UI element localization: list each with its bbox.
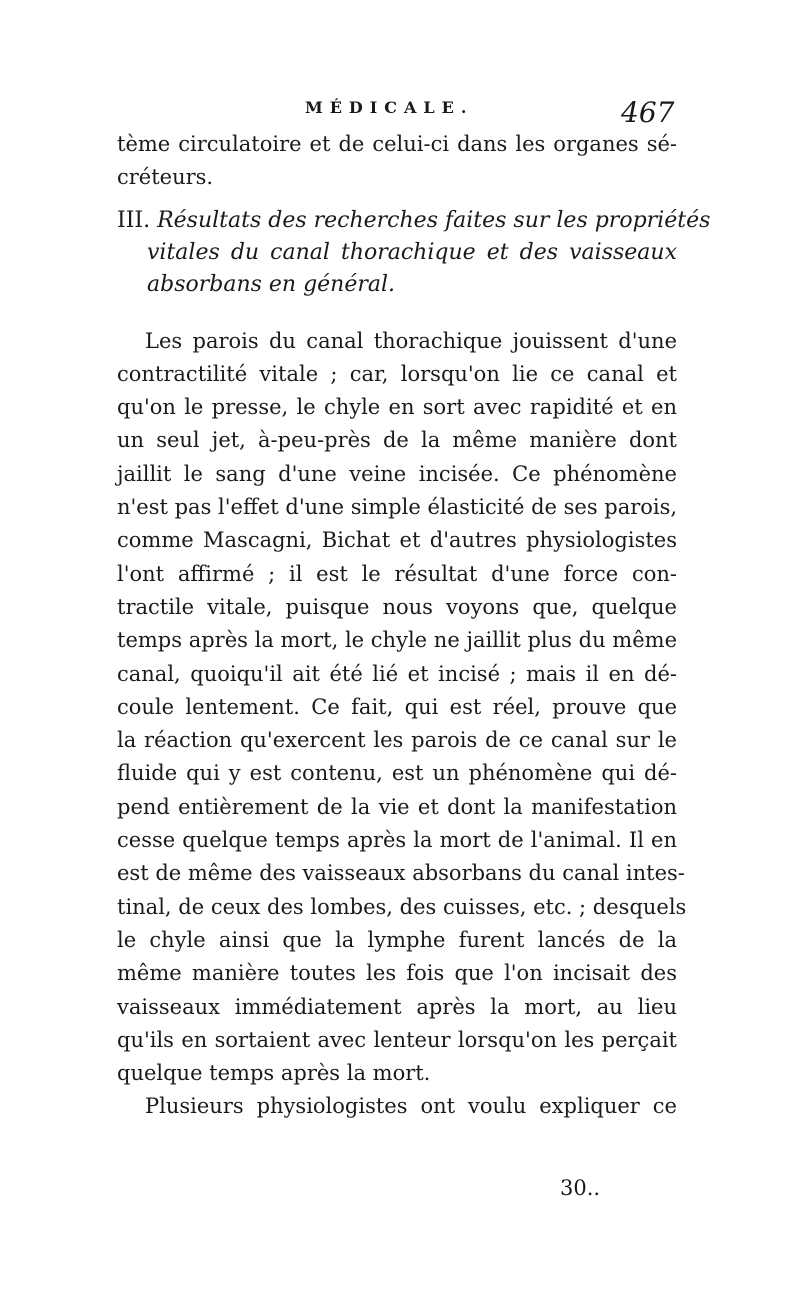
text-line: tème circulatoire et de celui-ci dans les organes sé- <box>117 132 677 156</box>
section-title-text: Résultats des recherches faites sur les propriétés <box>157 207 711 233</box>
text-line: l'ont affirmé ; il est le résultat d'une force con- <box>117 561 677 586</box>
text-line: contractilité vitale ; car, lorsqu'on lie ce canal et <box>117 361 677 386</box>
text-line: temps après la mort, le chyle ne jaillit plus du même <box>117 628 677 653</box>
text-line: fluide qui y est contenu, est un phénomène qui dé- <box>117 761 677 786</box>
section-heading <box>117 205 711 301</box>
text-line: le chyle ainsi que la lymphe furent lancés de la <box>117 927 677 952</box>
text-line: tractile vitale, puisque nous voyons que, quelque <box>117 594 677 619</box>
text-line: comme Mascagni, Bichat et d'autres physiologistes <box>117 528 677 553</box>
text-block <box>117 128 711 1124</box>
text-line: qu'ils en sortaient avec lenteur lorsqu'on les perçait <box>117 1027 677 1052</box>
text-line: est de même des vaisseaux absorbans du canal intes- <box>117 861 685 886</box>
paragraph-first-line: Les parois du canal thorachique jouissent d'une <box>145 328 677 353</box>
page-number: 467 <box>621 96 675 129</box>
text-line: tinal, de ceux des lombes, des cuisses, etc. ; desquels <box>117 894 687 919</box>
text-line: pend entièrement de la vie et dont la manifestation <box>117 794 677 819</box>
section-heading-line <box>117 205 711 237</box>
section-heading-line: absorbans en général. <box>147 271 396 297</box>
section-numeral: III. <box>117 207 151 233</box>
text-line: la réaction qu'exercent les parois de ce canal sur le <box>117 728 677 753</box>
signature-mark: 30.. <box>560 1176 601 1200</box>
section-heading-line: vitales du canal thorachique et des vaisseaux <box>147 239 677 265</box>
text-line: jaillit le sang d'une veine incisée. Ce phénomène <box>117 461 677 486</box>
running-head: MÉDICALE. <box>305 98 474 117</box>
text-line: vaisseaux immédiatement après la mort, au lieu <box>117 994 677 1019</box>
text-line: même manière toutes les fois que l'on incisait des <box>117 961 677 986</box>
text-line: qu'on le presse, le chyle en sort avec rapidité et en <box>117 395 677 420</box>
text-line: n'est pas l'effet d'une simple élasticité de ses parois, <box>117 495 678 520</box>
text-line: canal, quoiqu'il ait été lié et incisé ; mais il en dé- <box>117 661 677 686</box>
text-line: créteurs. <box>117 165 214 190</box>
text-line: quelque temps après la mort. <box>117 1061 431 1086</box>
text-line: un seul jet, à-peu-près de la même manière dont <box>117 428 677 453</box>
paragraph-first-line: Plusieurs physiologistes ont voulu expliquer ce <box>145 1094 677 1119</box>
text-line: coule lentement. Ce fait, qui est réel, prouve que <box>117 694 677 719</box>
text-line: cesse quelque temps après la mort de l'animal. Il en <box>117 828 677 853</box>
